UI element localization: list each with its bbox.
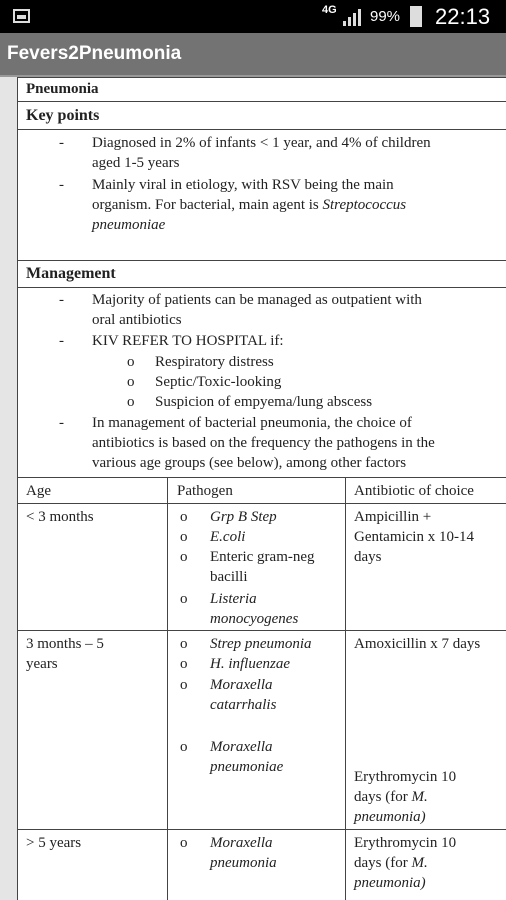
management-text: KIV REFER TO HOSPITAL if: xyxy=(92,333,284,349)
circle-bullet: o xyxy=(180,739,188,755)
table-cell-pathogen: Moraxella xyxy=(210,739,273,755)
dash-bullet: - xyxy=(59,177,64,193)
battery-icon xyxy=(410,6,422,27)
network-type-label: 4G xyxy=(322,4,337,16)
circle-bullet: o xyxy=(180,509,188,525)
management-text: Majority of patients can be managed as outpatient with xyxy=(92,292,422,308)
table-cell-age: > 5 years xyxy=(26,835,82,851)
dash-bullet: - xyxy=(59,415,64,431)
table-cell-age: 3 months – 5 xyxy=(26,636,104,652)
table-cell-antibiotic: Ampicillin + xyxy=(354,509,432,525)
table-cell-antibiotic: Erythromycin 10 xyxy=(354,769,457,785)
table-cell-pathogen: Moraxella xyxy=(210,835,273,851)
table-cell-antibiotic: pneumonia) xyxy=(354,875,426,891)
circle-bullet: o xyxy=(180,529,188,545)
table-header-pathogen: Pathogen xyxy=(177,483,233,499)
management-text: oral antibiotics xyxy=(92,312,182,328)
dash-bullet: - xyxy=(59,292,64,308)
clock: 22:13 xyxy=(435,4,491,29)
image-notification-icon xyxy=(13,9,30,23)
circle-bullet: o xyxy=(180,549,188,565)
management-subitem: Respiratory distress xyxy=(155,354,274,370)
table-cell-pathogen: Grp B Step xyxy=(210,509,277,525)
circle-bullet: o xyxy=(127,394,135,410)
table-cell-pathogen: pneumonia xyxy=(210,855,277,871)
document-view[interactable] xyxy=(0,77,506,900)
table-cell-pathogen: Enteric gram-neg xyxy=(210,549,315,565)
table-cell-age: < 3 months xyxy=(26,509,94,525)
table-cell-antibiotic: days (for M. xyxy=(354,789,428,805)
table-cell-pathogen: Strep pneumonia xyxy=(210,636,312,652)
app-title: Fevers2Pneumonia xyxy=(7,43,182,64)
key-point-text: pneumoniae xyxy=(92,217,166,233)
table-cell-age: years xyxy=(26,656,58,672)
key-point-text: organism. For bacterial, main agent is Streptococcus xyxy=(92,197,407,213)
circle-bullet: o xyxy=(127,374,135,390)
circle-bullet: o xyxy=(180,636,188,652)
circle-bullet: o xyxy=(127,354,135,370)
key-point-text: aged 1-5 years xyxy=(92,155,180,171)
table-cell-antibiotic: Gentamicin x 10-14 xyxy=(354,529,474,545)
document-title: Pneumonia xyxy=(26,81,99,97)
key-point-text: Mainly viral in etiology, with RSV being the main xyxy=(92,177,394,193)
table-cell-pathogen: Listeria xyxy=(210,591,257,607)
table-cell-pathogen: H. influenzae xyxy=(210,656,290,672)
table-cell-pathogen: Moraxella xyxy=(210,677,273,693)
table-cell-antibiotic: Erythromycin 10 xyxy=(354,835,457,851)
key-point-text: Diagnosed in 2% of infants < 1 year, and 4% of children xyxy=(92,135,431,151)
signal-icon xyxy=(343,8,365,26)
management-text: antibiotics is based on the frequency the pathogens in the xyxy=(92,435,435,451)
table-header-antibiotic: Antibiotic of choice xyxy=(354,483,474,499)
circle-bullet: o xyxy=(180,591,188,607)
table-cell-pathogen: catarrhalis xyxy=(210,697,277,713)
dash-bullet: - xyxy=(59,135,64,151)
dash-bullet: - xyxy=(59,333,64,349)
table-cell-antibiotic: pneumonia) xyxy=(354,809,426,825)
table-cell-antibiotic: Amoxicillin x 7 days xyxy=(354,636,481,652)
table-cell-pathogen: bacilli xyxy=(210,569,248,585)
status-bar xyxy=(0,0,506,33)
management-subitem: Suspicion of empyema/lung abscess xyxy=(155,394,373,410)
table-cell-antibiotic: days (for M. xyxy=(354,855,428,871)
table-cell-pathogen: pneumoniae xyxy=(210,759,284,775)
circle-bullet: o xyxy=(180,677,188,693)
circle-bullet: o xyxy=(180,835,188,851)
key-points-heading: Key points xyxy=(26,107,100,124)
table-cell-pathogen: monocyogenes xyxy=(210,611,299,627)
table-cell-antibiotic: days xyxy=(354,549,382,565)
document-page xyxy=(17,77,506,900)
management-text: various age groups (see below), among other factors xyxy=(92,455,407,471)
management-heading: Management xyxy=(26,265,116,282)
battery-percent: 99% xyxy=(370,8,401,25)
table-cell-pathogen: E.coli xyxy=(210,529,246,545)
management-subitem: Septic/Toxic-looking xyxy=(155,374,282,390)
app-bar xyxy=(0,33,506,77)
circle-bullet: o xyxy=(180,656,188,672)
table-header-age: Age xyxy=(26,483,51,499)
management-text: In management of bacterial pneumonia, the choice of xyxy=(92,415,412,431)
